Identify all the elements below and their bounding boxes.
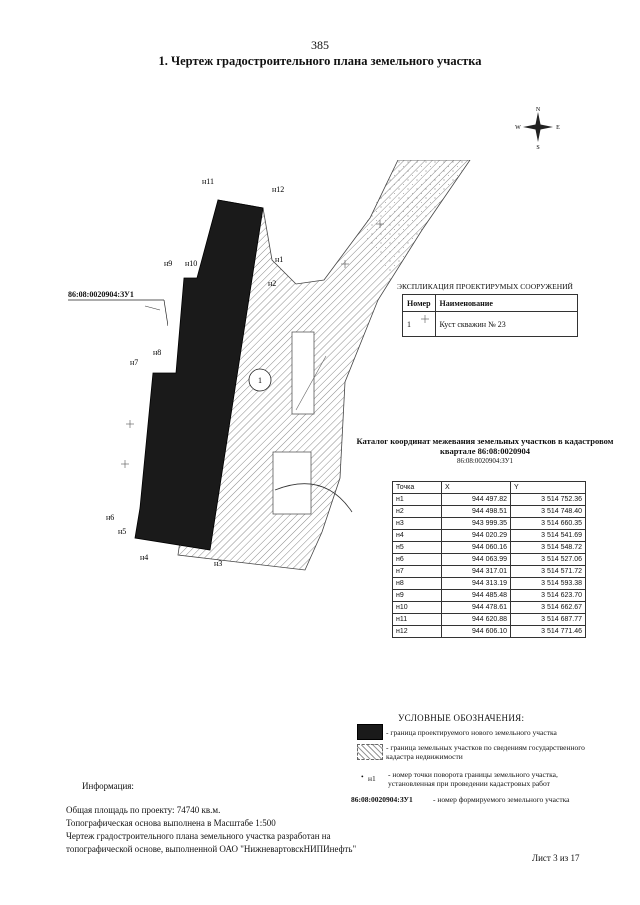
coord-y: 3 514 548.72 [511,542,586,554]
table-row [393,530,586,542]
explication-cell: Куст скважин № 23 [435,312,577,337]
point-label-n9: н9 [164,259,173,268]
coord-y: 3 514 527.06 [511,554,586,566]
catalog-subtitle: 86:08:0020904:ЗУ1 [456,457,514,465]
coord-y: 3 514 771.46 [511,626,586,638]
structure-outline [292,332,314,414]
point-label-n3: н3 [214,559,223,568]
point-label-n8: н8 [153,348,162,357]
table-row [393,494,586,506]
point-label-n11: н11 [202,177,214,186]
info-line-scale: Топографическая основа выполнена в Масштабе 1:500 [66,818,276,828]
explication-header-name: Наименование [435,295,577,312]
sheet-number: Лист 3 из 17 [532,853,580,863]
legend-text-existing: - граница земельных участков по сведениям государственного кадастра недвижимости [386,743,585,761]
cadastral-label-leader [68,298,168,328]
info-line-topography: топографической основе, выполненной ОАО "НижневартовскНИПИнефть" [66,844,357,854]
coord-point: н11 [393,614,442,626]
coord-x: 944 060.16 [442,542,511,554]
point-label-n2: н2 [268,279,277,288]
coord-x: 944 020.29 [442,530,511,542]
point-label-n5: н5 [118,527,127,536]
info-line-drawing: Чертеж градостроительного плана земельного участка разработан на [66,831,331,841]
table-row [393,602,586,614]
coord-y: 3 514 660.35 [511,518,586,530]
explication-cell: 1 [403,312,436,337]
coord-y: 3 514 687.77 [511,614,586,626]
coord-x: 944 497.82 [442,494,511,506]
explication-title: ЭКСПЛИКАЦИЯ ПРОЕКТИРУМЫХ СООРУЖЕНИЙ [397,282,573,291]
coord-x: 944 313.19 [442,578,511,590]
table-row [393,614,586,626]
coord-point: н3 [393,518,442,530]
catalog-title: Каталог координат межевания земельных участков в кадастровом квартале 86:08:0020904 [356,436,614,456]
table-row [393,566,586,578]
coord-y: 3 514 748.40 [511,506,586,518]
coord-point: н5 [393,542,442,554]
coord-x: 943 999.35 [442,518,511,530]
coord-y: 3 514 623.70 [511,590,586,602]
coord-y: 3 514 662.67 [511,602,586,614]
point-label-n10: н10 [185,259,198,268]
explication-header-number: Номер [403,295,436,312]
page-title: 1. Чертеж градостроительного плана земельного участка [158,54,482,68]
table-row [393,506,586,518]
coord-x: 944 606.10 [442,626,511,638]
coord-point: н2 [393,506,442,518]
coord-point: н9 [393,590,442,602]
table-row [393,554,586,566]
table-row [393,626,586,638]
coord-x: 944 063.99 [442,554,511,566]
coord-x: 944 317.01 [442,566,511,578]
coord-y: 3 514 571.72 [511,566,586,578]
coord-x: 944 478.61 [442,602,511,614]
compass-west: W [515,125,521,131]
compass-north: N [535,107,541,113]
coordinate-table [392,481,586,638]
coord-point: н4 [393,530,442,542]
coord-point: н10 [393,602,442,614]
legend-point-dot-icon: • [361,772,364,781]
legend-swatch-proposed [357,724,383,740]
coord-y: 3 514 752.36 [511,494,586,506]
coord-y: 3 514 593.38 [511,578,586,590]
coord-point: н6 [393,554,442,566]
compass-east: E [556,125,560,131]
table-row [393,542,586,554]
legend-text-point: - номер точки поворота границы земельного участка, установленная при проведении кадастровых работ [388,770,558,788]
point-label-n1: н1 [275,255,284,264]
table-row [393,590,586,602]
point-label-n4: н4 [140,553,149,562]
legend-text-plot: - номер формируемого земельного участка [433,795,570,804]
coord-point: н7 [393,566,442,578]
coord-point: н1 [393,494,442,506]
coord-header-point: Точка [393,482,442,494]
cadastral-label: 86:08:0020904:ЗУ1 [68,290,134,299]
coord-y: 3 514 541.69 [511,530,586,542]
table-row [393,518,586,530]
legend-symbol-plot: 86:08:0020904:ЗУ1 [351,795,413,804]
info-line-area: Общая площадь по проекту: 74740 кв.м. [66,805,221,815]
point-label-n12: н12 [272,185,285,194]
coord-x: 944 498.51 [442,506,511,518]
object-number: 1 [258,376,262,385]
legend-swatch-existing [357,744,383,760]
legend-symbol-point: н1 [368,774,376,783]
legend-title: УСЛОВНЫЕ ОБОЗНАЧЕНИЯ: [398,713,525,723]
legend-text-proposed: - граница проектируемого нового земельного участка [386,728,557,737]
table-row [393,578,586,590]
structure-outline [273,452,311,514]
coord-point: н8 [393,578,442,590]
compass-icon [515,104,561,150]
coord-x: 944 620.88 [442,614,511,626]
table-row [403,312,578,337]
point-label-n6: н6 [106,513,115,522]
explication-table [402,294,578,337]
page-number: 385 [311,38,329,52]
point-label-n7: н7 [130,358,139,367]
coord-header-y: Y [511,482,586,494]
compass-south: S [536,145,540,150]
coord-x: 944 485.48 [442,590,511,602]
coord-point: н12 [393,626,442,638]
coord-header-x: X [442,482,511,494]
info-title: Информация: [82,781,134,791]
